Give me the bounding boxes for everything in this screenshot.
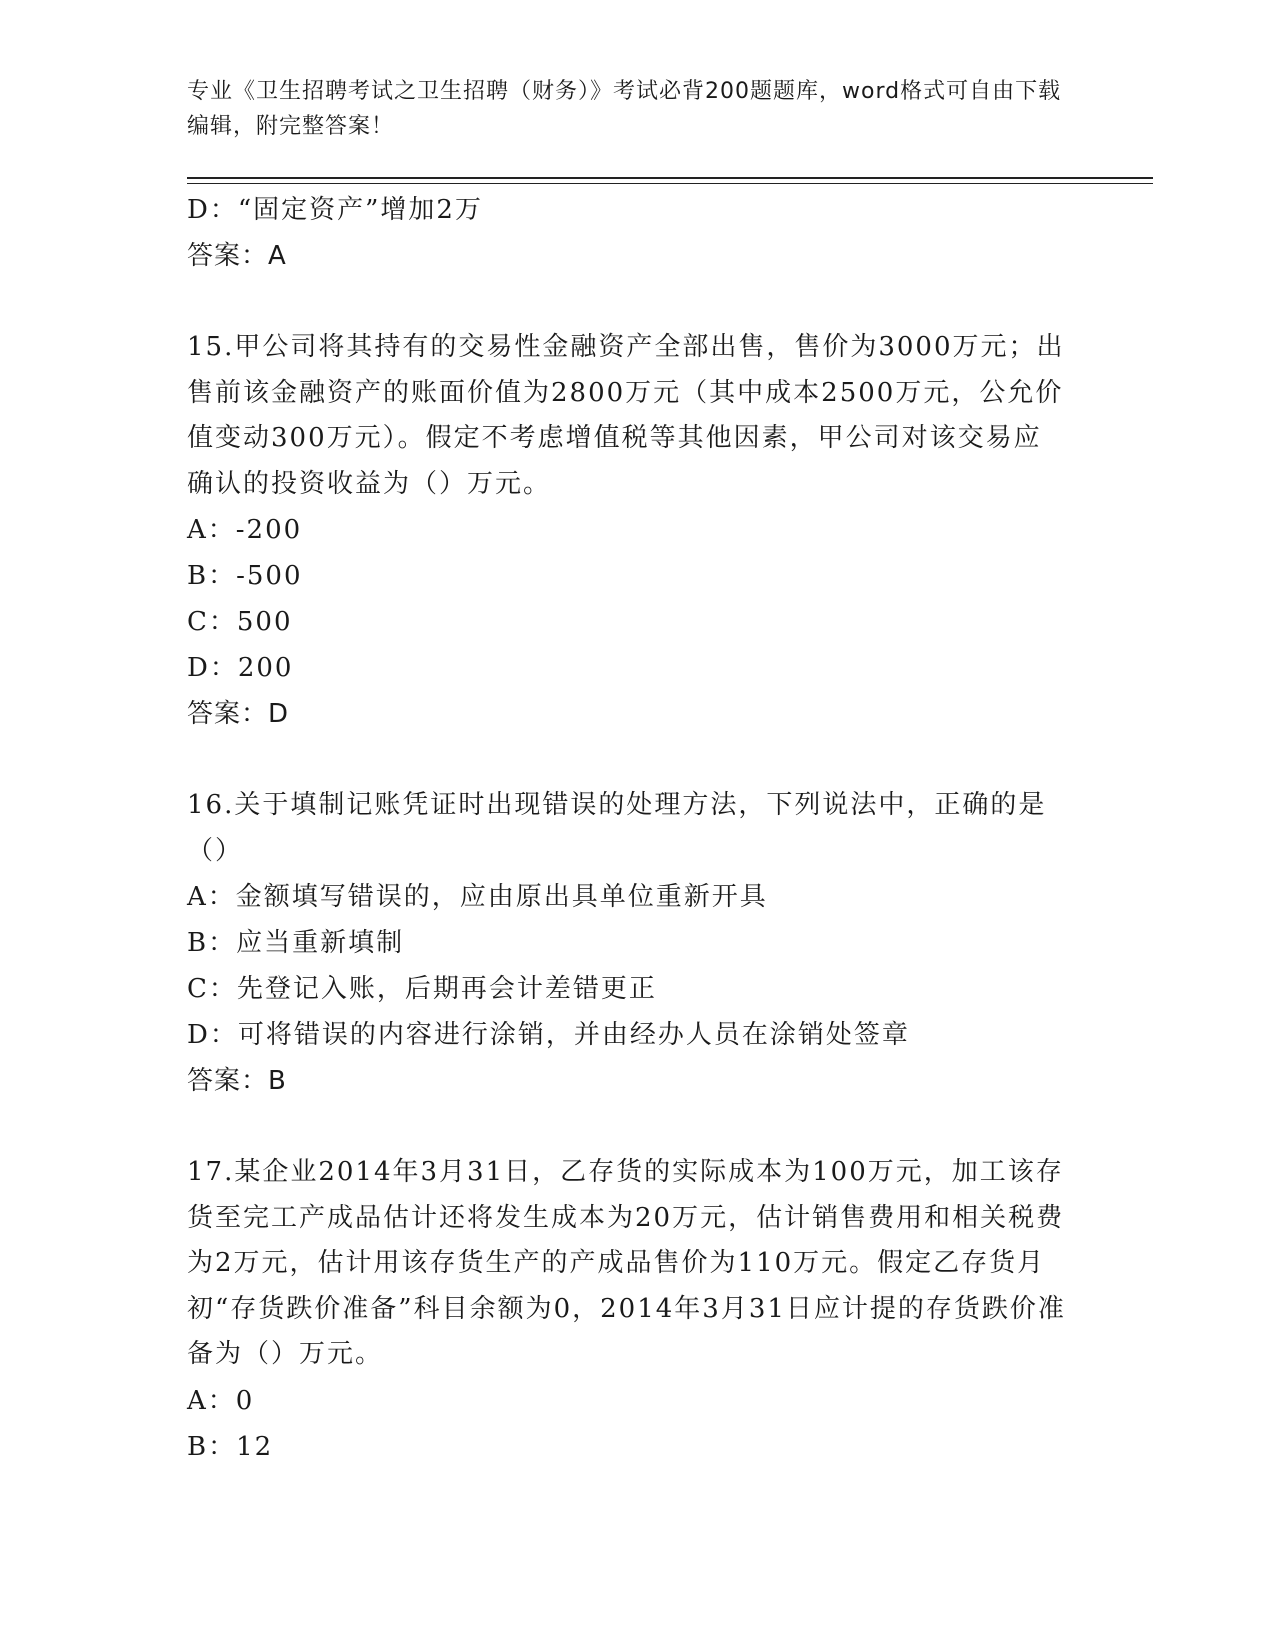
- page-header: 专业《卫生招聘考试之卫生招聘（财务）》考试必背200题题库，word格式可自由下载编辑，附完整答案！: [187, 79, 1062, 139]
- option-c: C：先登记入账，后期再会计差错更正: [187, 974, 657, 1004]
- answer: 答案：A: [187, 241, 287, 271]
- question-stem: 15.甲公司将其持有的交易性金融资产全部出售，售价为3000万元；出售前该金融资产的账面价值为2800万元（其中成本2500万元，公允价值变动300万元）。假定不考虑增值税等其他因素，甲公司对该交易应确认的投资收益为（）万元。: [187, 332, 1065, 499]
- option-b: B：应当重新填制: [187, 928, 405, 958]
- question-17: [187, 1150, 1087, 1470]
- answer: 答案：D: [187, 699, 290, 729]
- question-16: [187, 783, 1087, 1104]
- question-stem: 16.关于填制记账凭证时出现错误的处理方法，下列说法中，正确的是（）: [187, 790, 1047, 866]
- option-d: D：可将错误的内容进行涂销，并由经办人员在涂销处签章: [187, 1020, 910, 1050]
- option-c: C：500: [187, 607, 293, 637]
- option-d: D：200: [187, 653, 294, 683]
- header-rule-thick: [187, 177, 1153, 179]
- option-a: A：金额填写错误的，应由原出具单位重新开具: [187, 882, 768, 912]
- answer: 答案：B: [187, 1066, 287, 1096]
- question-stem: 17.某企业2014年3月31日，乙存货的实际成本为100万元，加工该存货至完工产成品估计还将发生成本为20万元，估计销售费用和相关税费为2万元，估计用该存货生产的产成品售价为110万元。假定乙存货月初“存货跌价准备”科目余额为0，2014年3月31日应计提的存货跌价准备为（）万元。: [187, 1157, 1066, 1369]
- option-a: A：0: [187, 1385, 255, 1416]
- document-body: [187, 187, 1087, 1470]
- option-b: B：12: [187, 1431, 274, 1462]
- option-a: A：-200: [187, 515, 303, 545]
- header-rule-thin: [187, 183, 1153, 184]
- option-b: B：-500: [187, 561, 303, 591]
- prev-question-tail: [187, 187, 1087, 279]
- question-15: [187, 325, 1087, 737]
- option-d: D：“固定资产”增加2万: [187, 195, 483, 225]
